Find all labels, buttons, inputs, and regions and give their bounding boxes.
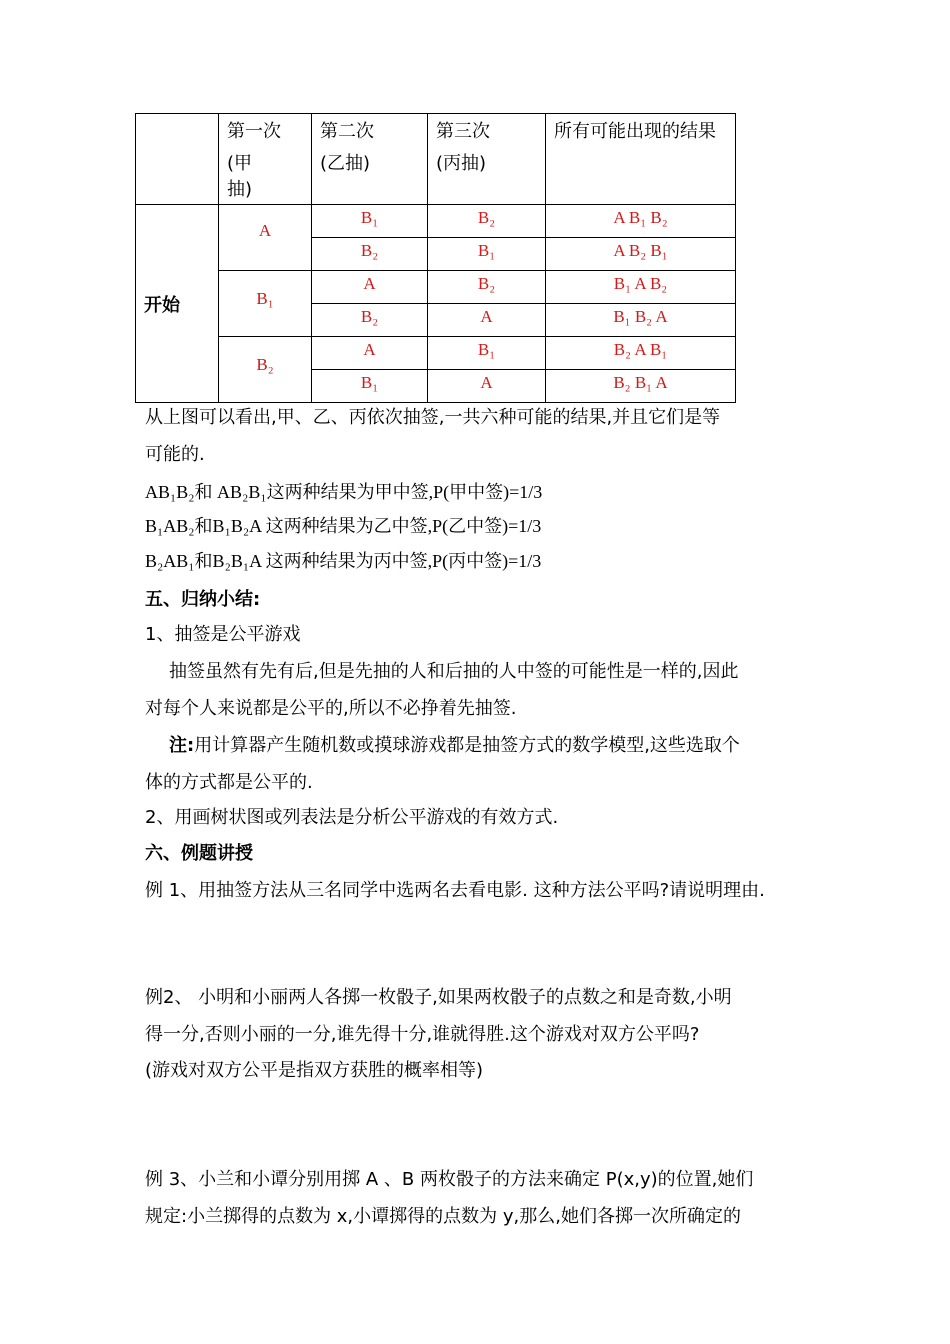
header-results: 所有可能出现的结果	[546, 114, 736, 205]
second-draw-cell: B₁	[312, 205, 428, 238]
header-second-draw	[312, 114, 428, 205]
start-label: 开始	[136, 205, 219, 403]
header-first-jia: 甲	[234, 153, 253, 174]
table-row	[136, 271, 736, 304]
example-2-line-3: (游戏对双方公平是指双方获胜的概率相等)	[145, 1060, 484, 1081]
summary-item-1: 1、抽签是公平游戏	[145, 624, 301, 645]
summary-item-1-text-1: 抽签虽然有先有后,但是先抽的人和后抽的人中签的可能性是一样的,因此	[169, 661, 739, 682]
third-draw-cell: B₂	[428, 271, 546, 304]
header-first-draw	[219, 114, 312, 205]
table-header-row	[136, 114, 736, 205]
summary-item-2: 2、用画树状图或列表法是分析公平游戏的有效方式.	[145, 807, 559, 828]
example-3-line-2: 规定:小兰掷得的点数为 x,小谭掷得的点数为 y,那么,她们各掷一次所确定的	[145, 1206, 741, 1227]
first-draw-cell: A	[219, 205, 312, 271]
probability-jia: AB₁B₂和 AB₂B₁这两种结果为甲中签,P(甲中签)=1/3	[145, 482, 543, 502]
summary-item-1-text-2: 对每个人来说都是公平的,所以不必挣着先抽签.	[145, 698, 517, 719]
second-draw-cell: B₂	[312, 238, 428, 271]
example-3-line-1: 例 3、小兰和小谭分别用掷 A 、B 两枚骰子的方法来确定 P(x,y)的位置,她们	[145, 1169, 754, 1190]
header-third-line2: (丙抽)	[436, 153, 487, 174]
conclusion-line-1: 从上图可以看出,甲、乙、丙依次抽签,一共六种可能的结果,并且它们是等	[145, 407, 721, 428]
first-draw-cell: B₂	[219, 337, 312, 403]
header-third-draw	[428, 114, 546, 205]
header-second-line2: (乙抽)	[320, 153, 371, 174]
header-third-line1: 第三次	[436, 121, 490, 142]
third-draw-cell: B₂	[428, 205, 546, 238]
header-first-paren: (	[227, 153, 235, 174]
result-cell: B₁ A B₂	[546, 271, 736, 304]
note-label: 注:	[169, 735, 195, 756]
third-draw-cell: A	[428, 304, 546, 337]
conclusion-line-2: 可能的.	[145, 444, 205, 465]
note-line-2: 体的方式都是公平的.	[145, 772, 313, 793]
section-6-heading: 六、例题讲授	[145, 843, 253, 864]
header-first-line3: 抽)	[227, 179, 253, 200]
header-first-line1: 第一次	[227, 121, 281, 142]
probability-bing: B₂AB₁和B₂B₁A 这两种结果为丙中签,P(丙中签)=1/3	[145, 551, 542, 571]
first-draw-cell: B₁	[219, 271, 312, 337]
example-1: 例 1、用抽签方法从三名同学中选两名去看电影. 这种方法公平吗?请说明理由.	[145, 880, 765, 901]
tree-diagram-table	[135, 113, 736, 403]
second-draw-cell: B₂	[312, 304, 428, 337]
result-cell: B₁ B₂ A	[546, 304, 736, 337]
probability-yi: B₁AB₂和B₁B₂A 这两种结果为乙中签,P(乙中签)=1/3	[145, 516, 542, 536]
table-row	[136, 205, 736, 238]
result-cell: A B₂ B₁	[546, 238, 736, 271]
second-draw-cell: A	[312, 271, 428, 304]
third-draw-cell: A	[428, 370, 546, 403]
note-line-1	[169, 734, 740, 758]
result-cell: A B₁ B₂	[546, 205, 736, 238]
third-draw-cell: B₁	[428, 337, 546, 370]
result-cell: B₂ A B₁	[546, 337, 736, 370]
example-2-line-2: 得一分,否则小丽的一分,谁先得十分,谁就得胜.这个游戏对双方公平吗?	[145, 1024, 700, 1045]
section-5-heading: 五、归纳小结:	[145, 589, 261, 610]
note-text: 用计算器产生随机数或摸球游戏都是抽签方式的数学模型,这些选取个	[194, 735, 740, 756]
second-draw-cell: A	[312, 337, 428, 370]
example-2-line-1: 例2、 小明和小丽两人各掷一枚骰子,如果两枚骰子的点数之和是奇数,小明	[145, 987, 732, 1008]
table-row	[136, 337, 736, 370]
result-cell: B₂ B₁ A	[546, 370, 736, 403]
second-draw-cell: B₁	[312, 370, 428, 403]
third-draw-cell: B₁	[428, 238, 546, 271]
header-first-line2	[227, 148, 289, 180]
empty-header-cell	[136, 114, 219, 205]
header-second-line1: 第二次	[320, 121, 374, 142]
